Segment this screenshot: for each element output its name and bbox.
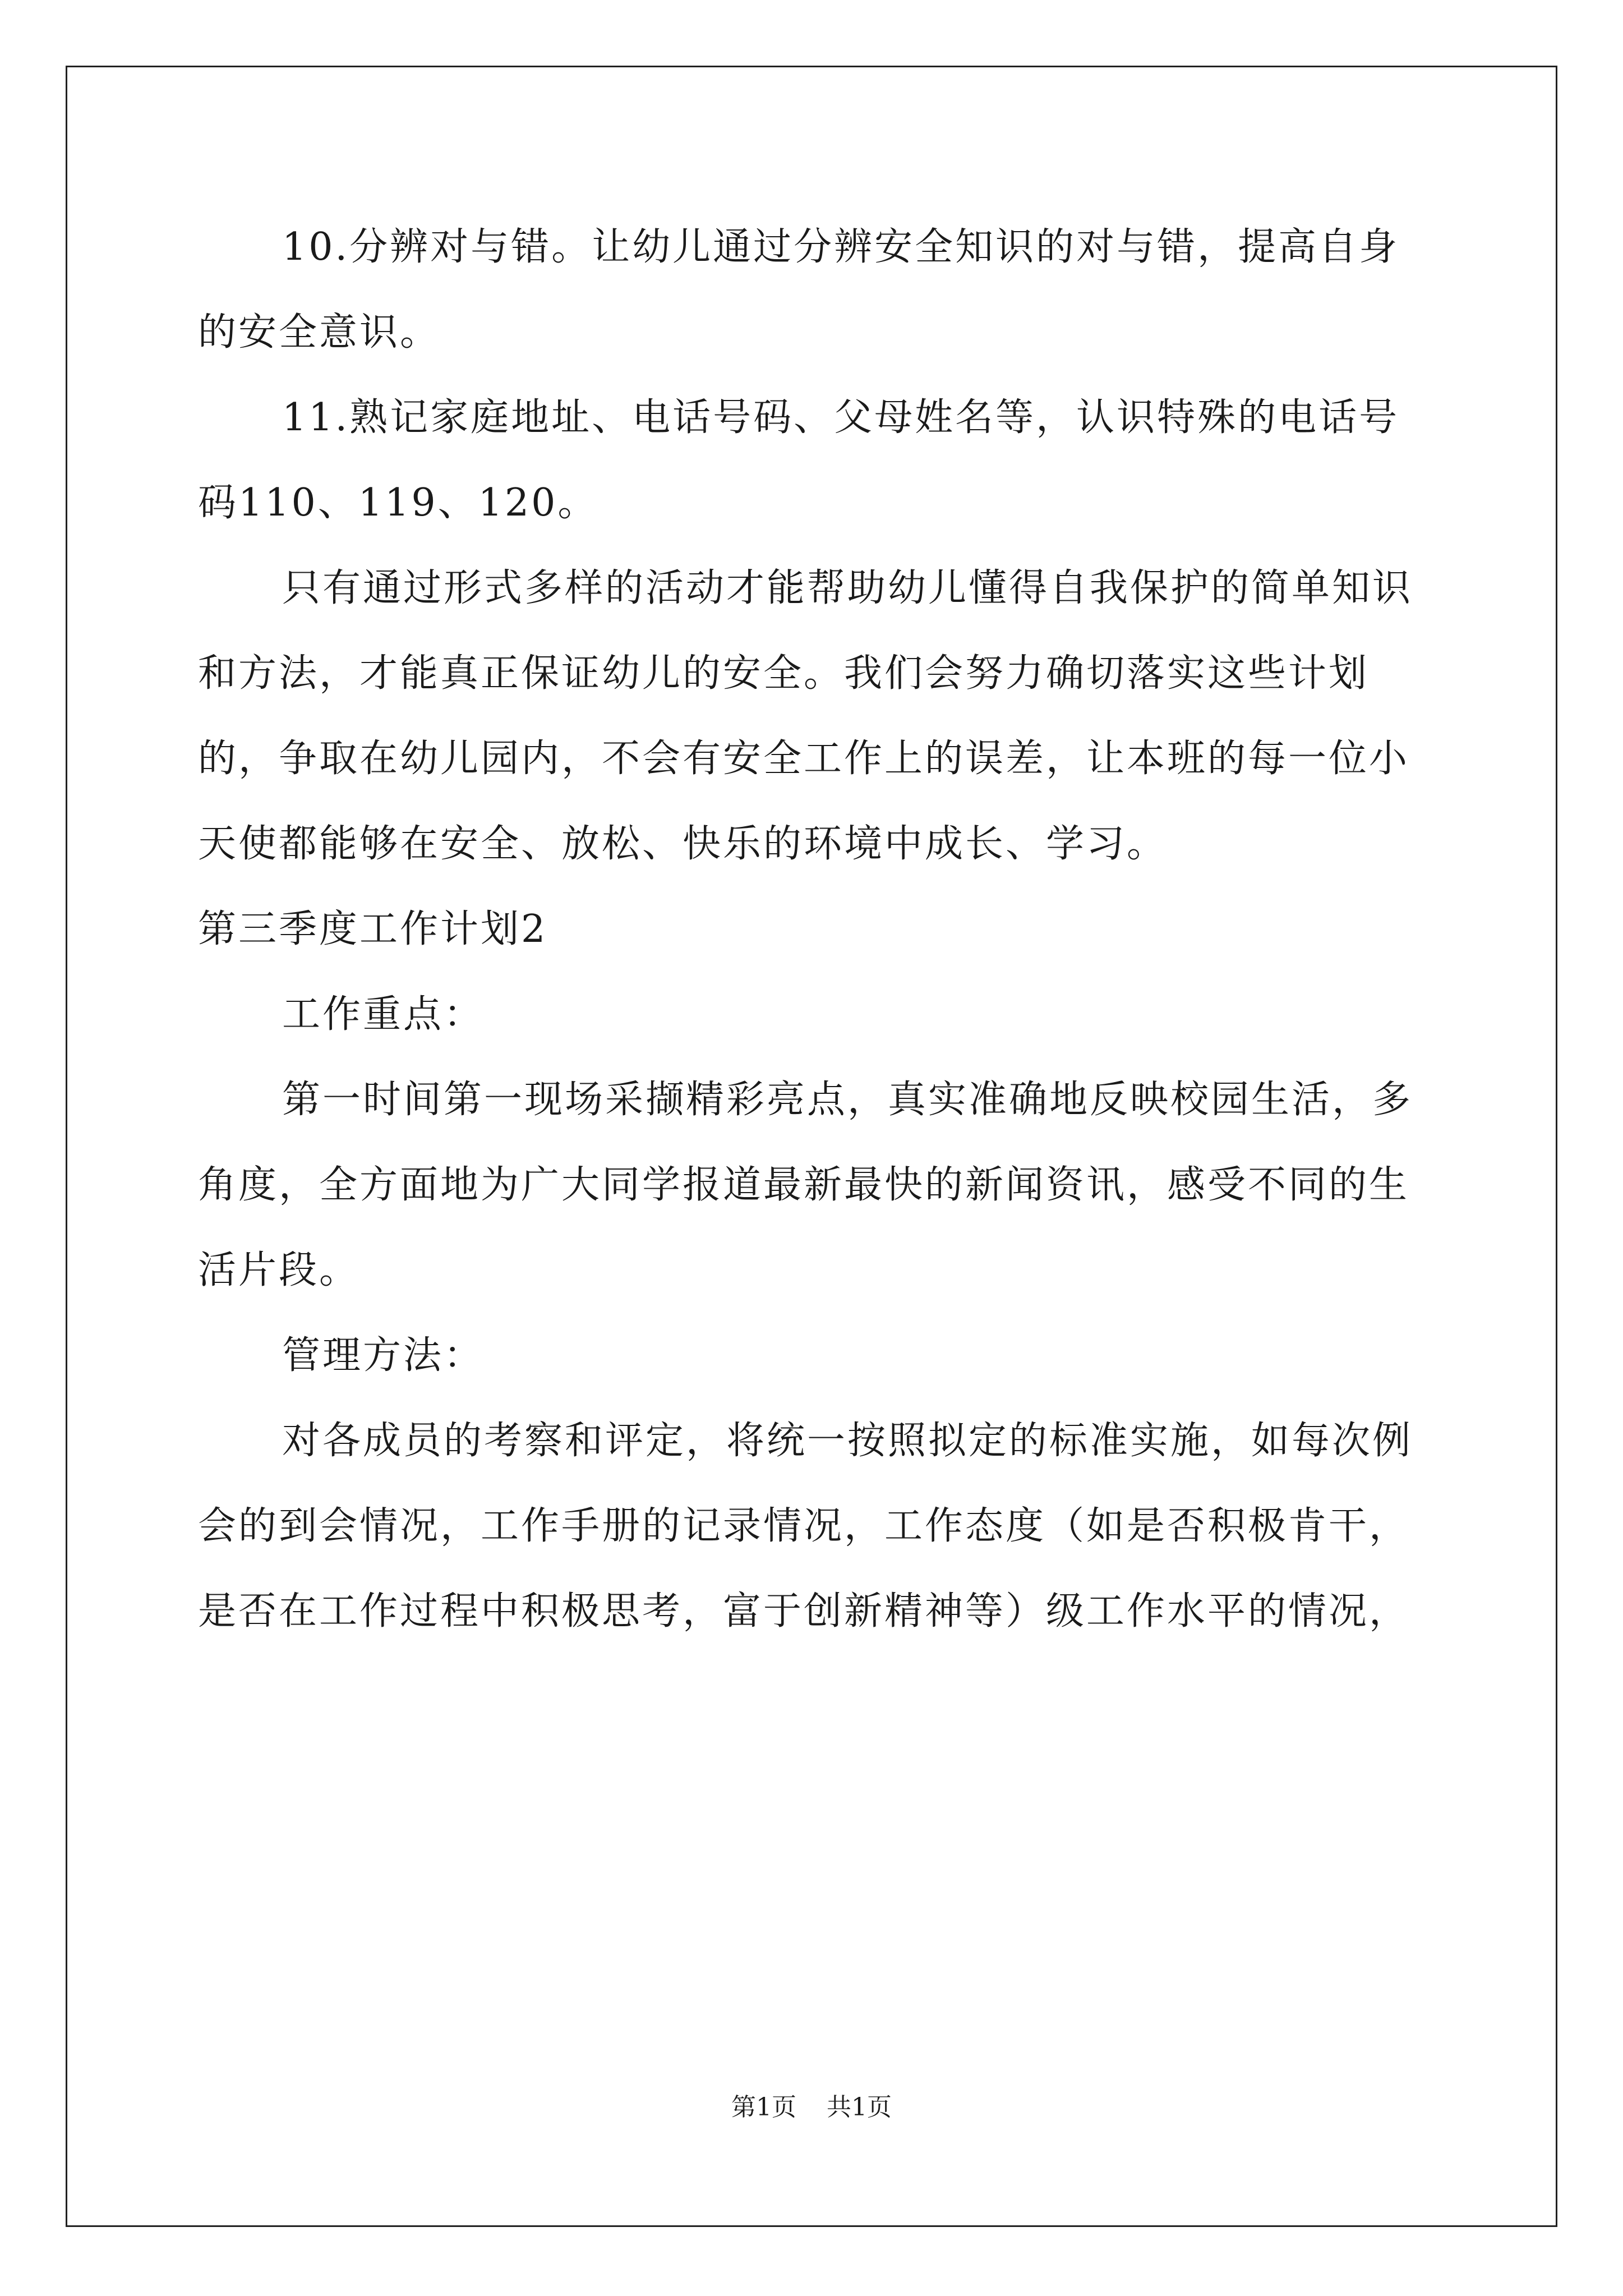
subheading-management: 管理方法： <box>282 1333 485 1378</box>
paragraph-item-10: 10.分辨对与错。让幼儿通过分辨安全知识的对与错，提高自身的安全意识。 <box>198 225 1400 355</box>
paragraph-summary: 只有通过形式多样的活动才能帮助幼儿懂得自我保护的简单知识和方法，才能真正保证幼儿的安全。我们会努力确切落实这些计划的，争取在幼儿园内，不会有安全工作上的误差，让本班的每一位小天使都能够在安全、放松、快乐的环境中成长、学习。 <box>198 566 1413 866</box>
paragraph-management: 对各成员的考察和评定，将统一按照拟定的标准实施，如每次例会的到会情况，工作手册的记录情况，工作态度（如是否积极肯干，是否在工作过程中积极思考，富于创新精神等）级工作水平的情况， <box>198 1419 1413 1634</box>
paragraph-focus: 第一时间第一现场采撷精彩亮点，真实准确地反映校园生活，多角度，全方面地为广大同学报道最新最快的新闻资讯，感受不同的生活片段。 <box>198 1078 1413 1292</box>
section-heading: 第三季度工作计划2 <box>198 907 548 951</box>
page-number: 第1页 <box>731 2093 796 2122</box>
paragraph-item-11: 11.熟记家庭地址、电话号码、父母姓名等，认识特殊的电话号码110、119、120。 <box>198 395 1400 525</box>
page-total: 共1页 <box>827 2093 892 2122</box>
subheading-focus: 工作重点： <box>282 992 485 1037</box>
document-body <box>198 205 1432 1654</box>
page-footer <box>0 2087 1623 2123</box>
